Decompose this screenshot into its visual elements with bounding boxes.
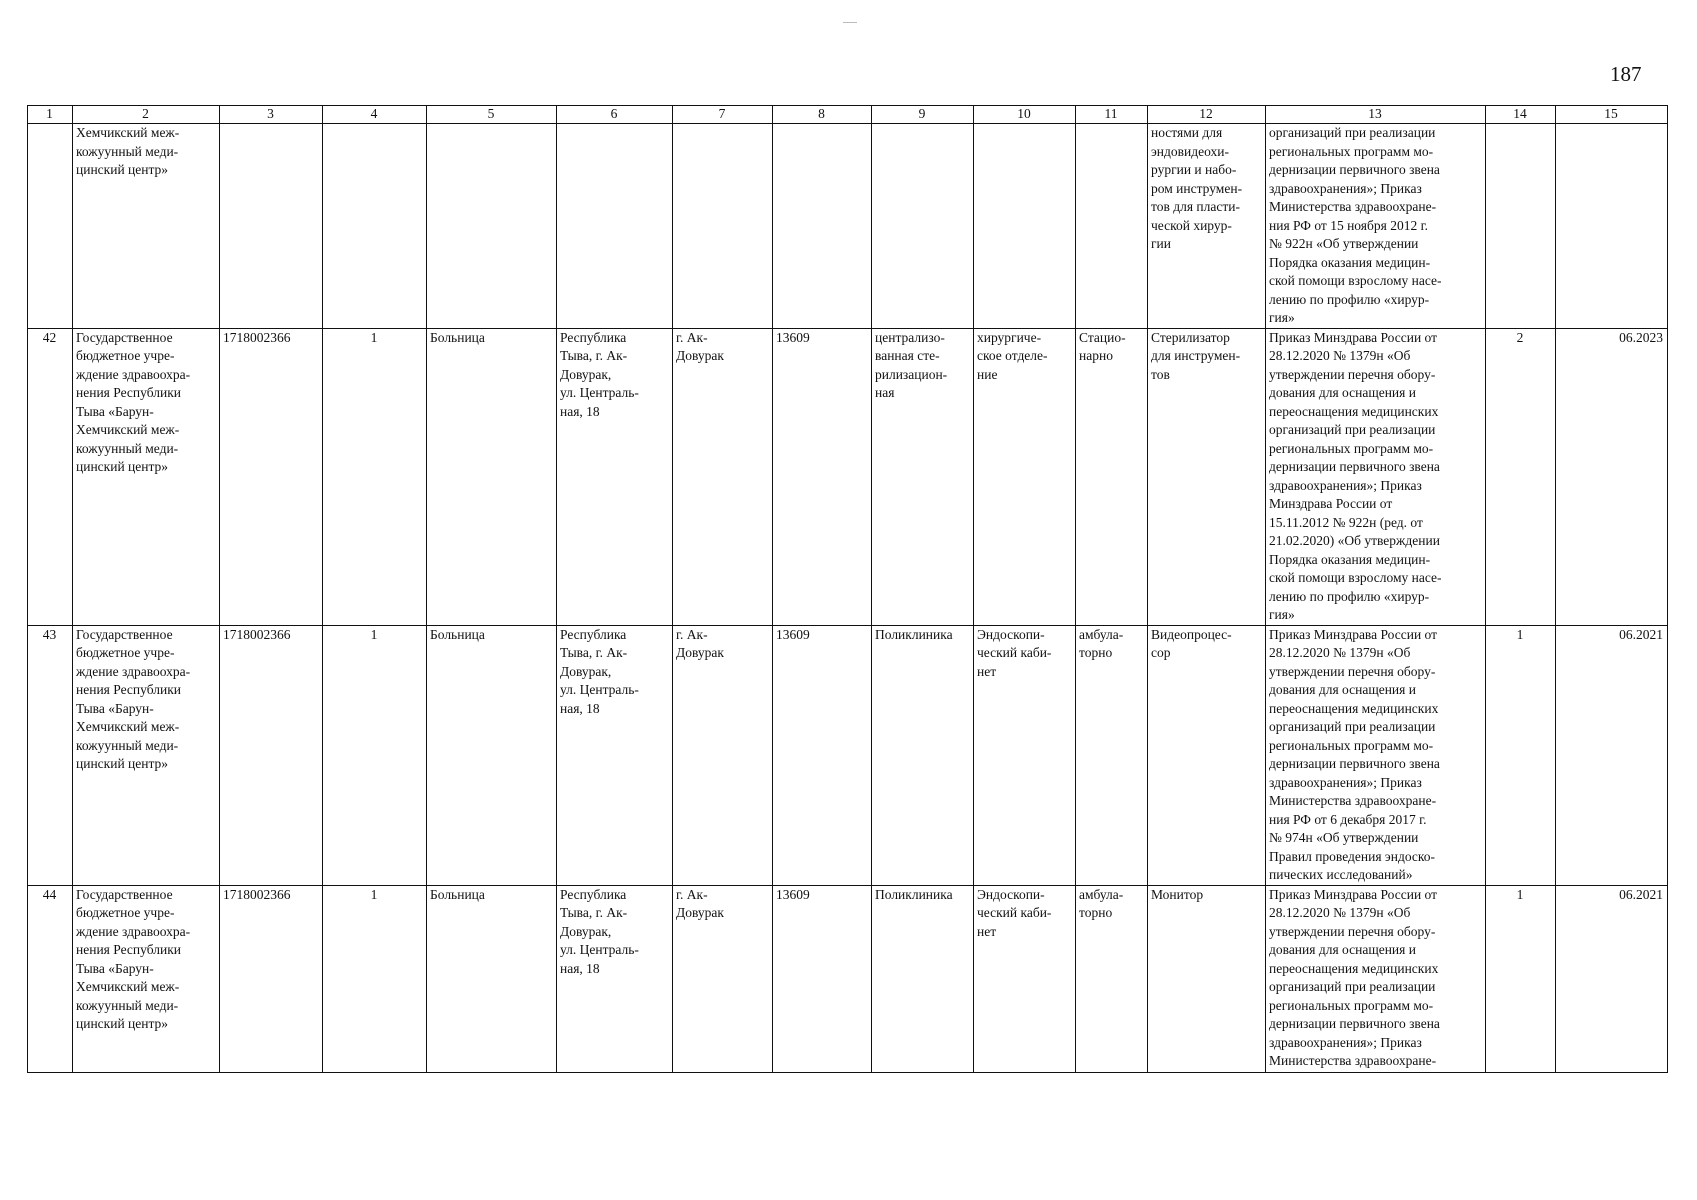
cell-department: хирургиче- ское отделе- ние <box>974 328 1076 625</box>
cell-type: Больница <box>427 328 557 625</box>
cell-address <box>557 124 673 329</box>
header-cell: 9 <box>872 106 974 124</box>
cell-address: Республика Тыва, г. Ак- Довурак, ул. Централь- ная, 18 <box>557 625 673 885</box>
cell-qty: 1 <box>1486 885 1556 1072</box>
table-row <box>28 328 1668 625</box>
cell-equipment: ностями для эндовидеохи- рургии и набо- ром инструмен- тов для пласти- ческой хирур- гии <box>1148 124 1266 329</box>
cell-city: г. Ак- Довурак <box>673 625 773 885</box>
cell-type: Больница <box>427 885 557 1072</box>
cell-unit: Поликлиника <box>872 885 974 1072</box>
cell-date: 06.2021 <box>1556 625 1668 885</box>
cell-basis: Приказ Минздрава России от 28.12.2020 № 1379н «Об утверждении перечня обору- дования для оснащения и переоснащения медицинских организаций при реализации региональных программ мо- дернизации первичного звена здравоохранения»; Приказ Министерства здравоохране- ния РФ от 6 декабря 2017 г. № 974н «Об утверждении Правил проведения эндоско- пических исследований» <box>1266 625 1486 885</box>
cell-col4 <box>323 124 427 329</box>
header-cell: 13 <box>1266 106 1486 124</box>
cell-col4: 1 <box>323 885 427 1072</box>
scan-mark <box>843 22 857 23</box>
cell-inn: 1718002366 <box>220 328 323 625</box>
cell-col4: 1 <box>323 328 427 625</box>
cell-qty: 2 <box>1486 328 1556 625</box>
cell-num: 43 <box>28 625 73 885</box>
cell-city <box>673 124 773 329</box>
header-cell: 6 <box>557 106 673 124</box>
cell-mode: Стацио- нарно <box>1076 328 1148 625</box>
cell-code: 13609 <box>773 328 872 625</box>
header-cell: 3 <box>220 106 323 124</box>
cell-org: Государственное бюджетное учре- ждение здравоохра- нения Республики Тыва «Барун- Хемчикский меж- кожуунный меди- цинский центр» <box>73 885 220 1072</box>
table-row <box>28 625 1668 885</box>
cell-city: г. Ак- Довурак <box>673 328 773 625</box>
cell-equipment: Монитор <box>1148 885 1266 1072</box>
cell-inn: 1718002366 <box>220 625 323 885</box>
cell-basis: организаций при реализации региональных программ мо- дернизации первичного звена здравоохранения»; Приказ Министерства здравоохране- ния РФ от 15 ноября 2012 г. № 922н «Об утверждении Порядка оказания медицин- ской помощи взрослому насе- лению по профилю «хирур- гия» <box>1266 124 1486 329</box>
cell-basis: Приказ Минздрава России от 28.12.2020 № 1379н «Об утверждении перечня обору- дования для оснащения и переоснащения медицинских организаций при реализации региональных программ мо- дернизации первичного звена здравоохранения»; Приказ Минздрава России от 15.11.2012 № 922н (ред. от 21.02.2020) «Об утверждении Порядка оказания медицин- ской помощи взрослому насе- лению по профилю «хирур- гия» <box>1266 328 1486 625</box>
cell-basis: Приказ Минздрава России от 28.12.2020 № 1379н «Об утверждении перечня обору- дования для оснащения и переоснащения медицинских организаций при реализации региональных программ мо- дернизации первичного звена здравоохранения»; Приказ Министерства здравоохране- <box>1266 885 1486 1072</box>
cell-unit <box>872 124 974 329</box>
cell-mode: амбула- торно <box>1076 885 1148 1072</box>
cell-org: Государственное бюджетное учре- ждение здравоохра- нения Республики Тыва «Барун- Хемчикский меж- кожуунный меди- цинский центр» <box>73 328 220 625</box>
cell-department <box>974 124 1076 329</box>
cell-equipment: Видеопроцес- сор <box>1148 625 1266 885</box>
cell-inn <box>220 124 323 329</box>
header-cell: 1 <box>28 106 73 124</box>
cell-inn: 1718002366 <box>220 885 323 1072</box>
cell-department: Эндоскопи- ческий каби- нет <box>974 885 1076 1072</box>
cell-qty <box>1486 124 1556 329</box>
cell-date: 06.2021 <box>1556 885 1668 1072</box>
cell-equipment: Стерилизатор для инструмен- тов <box>1148 328 1266 625</box>
cell-type: Больница <box>427 625 557 885</box>
page-number: 187 <box>1610 62 1642 86</box>
cell-org: Государственное бюджетное учре- ждение здравоохра- нения Республики Тыва «Барун- Хемчикский меж- кожуунный меди- цинский центр» <box>73 625 220 885</box>
cell-department: Эндоскопи- ческий каби- нет <box>974 625 1076 885</box>
cell-num <box>28 124 73 329</box>
cell-unit: централизо- ванная сте- рилизацион- ная <box>872 328 974 625</box>
header-cell: 14 <box>1486 106 1556 124</box>
cell-mode <box>1076 124 1148 329</box>
cell-mode: амбула- торно <box>1076 625 1148 885</box>
equipment-registry-table <box>27 105 1668 1073</box>
cell-num: 44 <box>28 885 73 1072</box>
header-cell: 11 <box>1076 106 1148 124</box>
cell-city: г. Ак- Довурак <box>673 885 773 1072</box>
header-cell: 4 <box>323 106 427 124</box>
cell-code: 13609 <box>773 885 872 1072</box>
cell-num: 42 <box>28 328 73 625</box>
cell-org: Хемчикский меж- кожуунный меди- цинский центр» <box>73 124 220 329</box>
header-cell: 15 <box>1556 106 1668 124</box>
cell-address: Республика Тыва, г. Ак- Довурак, ул. Централь- ная, 18 <box>557 885 673 1072</box>
header-row <box>28 106 1668 124</box>
header-cell: 12 <box>1148 106 1266 124</box>
header-cell: 7 <box>673 106 773 124</box>
table-row <box>28 885 1668 1072</box>
header-cell: 5 <box>427 106 557 124</box>
cell-col4: 1 <box>323 625 427 885</box>
header-cell: 10 <box>974 106 1076 124</box>
cell-qty: 1 <box>1486 625 1556 885</box>
header-cell: 8 <box>773 106 872 124</box>
cell-address: Республика Тыва, г. Ак- Довурак, ул. Централь- ная, 18 <box>557 328 673 625</box>
cell-type <box>427 124 557 329</box>
table-row-continuation <box>28 124 1668 329</box>
cell-unit: Поликлиника <box>872 625 974 885</box>
cell-code <box>773 124 872 329</box>
header-cell: 2 <box>73 106 220 124</box>
cell-date <box>1556 124 1668 329</box>
cell-date: 06.2023 <box>1556 328 1668 625</box>
cell-code: 13609 <box>773 625 872 885</box>
